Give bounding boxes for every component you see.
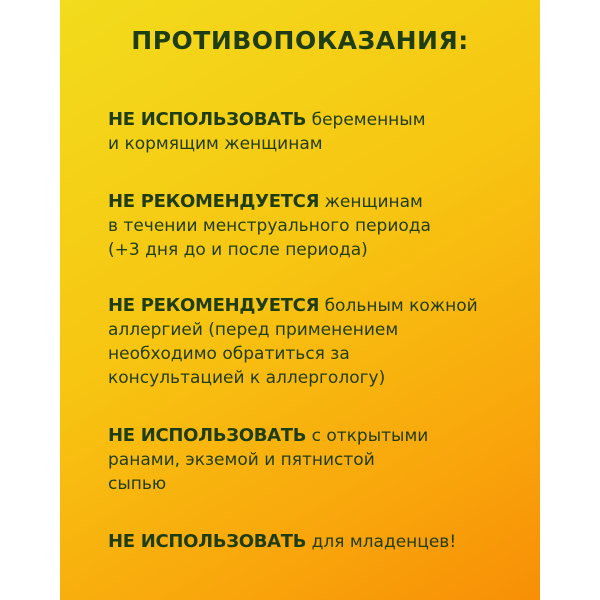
item-text: беременным (311, 110, 426, 130)
item-text: женщинам (324, 192, 423, 212)
page-title: ПРОТИВОПОКАЗАНИЯ: (131, 26, 469, 55)
item-first-line (108, 294, 528, 318)
contraindications-card (60, 0, 540, 600)
item-text: консультацией к аллергологу) (108, 368, 386, 388)
item-first-line (108, 424, 528, 448)
contraindication-item (108, 424, 528, 496)
item-keyword: НЕ ИСПОЛЬЗОВАТЬ (108, 109, 307, 130)
item-first-line (108, 190, 528, 214)
item-text: больным кожной (324, 296, 478, 316)
item-text: и кормящим женщинам (108, 134, 323, 154)
item-first-line (108, 108, 528, 132)
item-text: необходимо обратиться за (108, 344, 350, 364)
contraindication-item (108, 108, 528, 156)
item-text: (+3 дня до и после периода) (108, 240, 368, 260)
item-text: ранами, экземой и пятнистой (108, 450, 375, 470)
contraindication-item (108, 530, 528, 554)
item-text: для младенцев! (311, 532, 457, 552)
item-text: в течении менструального периода (108, 216, 431, 236)
contraindication-item (108, 294, 528, 390)
contraindication-item (108, 190, 528, 262)
item-keyword: НЕ ИСПОЛЬЗОВАТЬ (108, 425, 307, 446)
item-text: сыпью (108, 474, 167, 494)
item-first-line (108, 530, 528, 554)
item-keyword: НЕ РЕКОМЕНДУЕТСЯ (108, 295, 320, 316)
item-text: с открытыми (311, 426, 429, 446)
item-keyword: НЕ РЕКОМЕНДУЕТСЯ (108, 191, 320, 212)
item-text: аллергией (перед применением (108, 320, 399, 340)
item-keyword: НЕ ИСПОЛЬЗОВАТЬ (108, 531, 307, 552)
